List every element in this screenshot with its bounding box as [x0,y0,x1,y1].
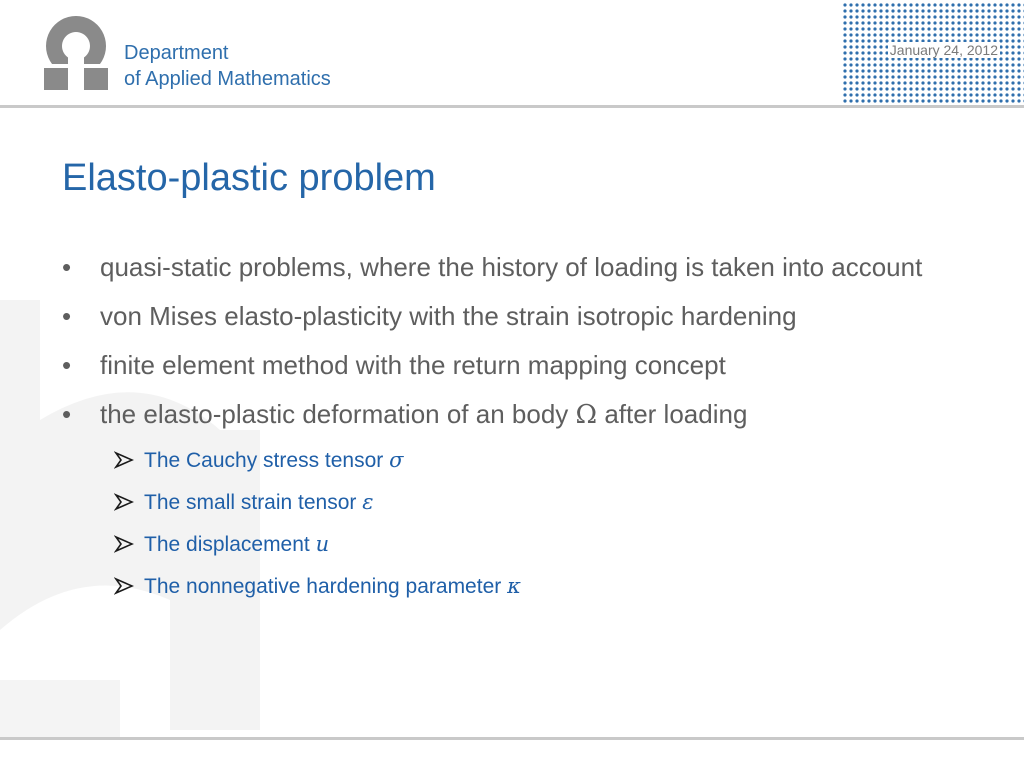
department-name-line2: of Applied Mathematics [124,68,331,90]
header-divider [0,105,1024,108]
department-logo-icon [40,12,112,92]
sub-item [62,487,982,518]
bullet-marker: • [62,301,72,331]
bullet-marker: • [62,252,72,282]
bullet-text-after: after loading [604,399,748,429]
arrow-bullet-icon [114,445,136,475]
slide-header [0,0,1024,108]
sigma-symbol: σ [389,448,404,472]
kappa-symbol: κ [507,574,521,598]
department-name-line1: Department [124,42,229,64]
bullet-text: the elasto-plastic deformation of an body [100,399,569,429]
bullet-marker: • [62,399,72,429]
sub-item [62,445,982,476]
slide-content [62,248,982,613]
bullet-item [62,346,982,385]
arrow-bullet-icon [114,487,136,517]
arrow-bullet-icon [114,529,136,559]
bullet-item [62,248,982,287]
arrow-bullet-icon [114,571,136,601]
epsilon-symbol: ε [362,490,374,514]
sub-item-text: The displacement [144,533,310,556]
bullet-text: von Mises elasto-plasticity with the strain isotropic hardening [100,301,797,331]
slide-title: Elasto-plastic problem [62,157,436,199]
sub-item [62,571,982,602]
bullet-marker: • [62,350,72,380]
omega-symbol: Ω [575,400,598,430]
bullet-item [62,395,982,435]
bullet-item [62,297,982,336]
slide-date: January 24, 2012 [889,42,998,58]
bullet-text: quasi-static problems, where the history of loading is taken into account [100,252,923,282]
footer-divider [0,737,1024,740]
sub-item-text: The Cauchy stress tensor [144,449,384,472]
bullet-text: finite element method with the return mapping concept [100,350,726,380]
sub-item [62,529,982,560]
u-symbol: u [315,532,330,556]
sub-item-text: The nonnegative hardening parameter [144,575,502,598]
sub-item-text: The small strain tensor [144,491,357,514]
department-name [124,40,331,92]
